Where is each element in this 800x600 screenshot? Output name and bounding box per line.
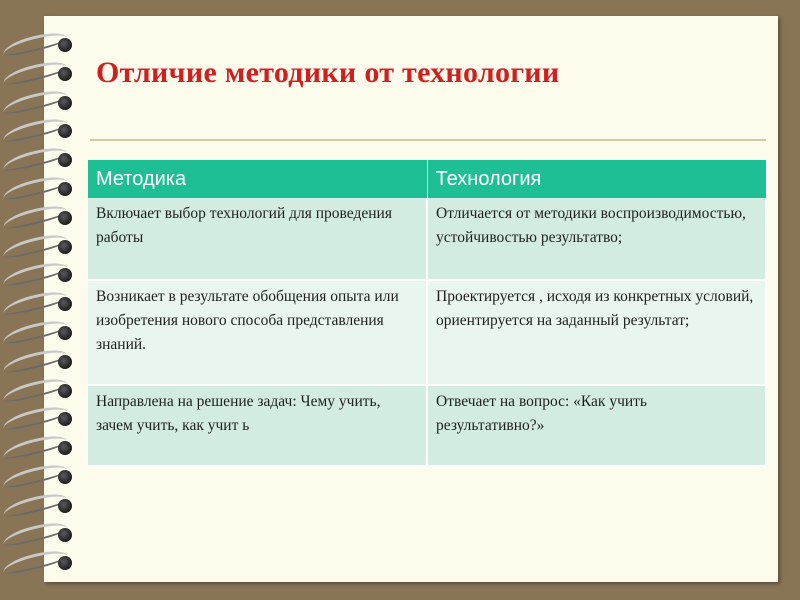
spiral-binding-ring-icon — [0, 149, 80, 171]
table-row — [88, 280, 766, 385]
spiral-binding-ring-icon — [0, 92, 80, 114]
comparison-table — [88, 160, 767, 467]
table-cell: Отличается от методики воспроизводимостью, устойчивостью результатво; — [427, 198, 766, 280]
spiral-binding-ring-icon — [0, 322, 80, 344]
header-cell-methodology: Методика — [88, 160, 427, 198]
spiral-binding-ring-icon — [0, 264, 80, 286]
title-divider — [90, 139, 766, 141]
spiral-binding-ring-icon — [0, 34, 80, 56]
spiral-binding-ring-icon — [0, 552, 80, 574]
table-cell: Направлена на решение задач: Чему учить, зачем учить, как учит ь — [88, 385, 427, 466]
slide-title: Отличие методики от технологии — [96, 56, 560, 89]
table-cell: Проектируется , исходя из конкретных условий, ориентируется на заданный результат; — [427, 280, 766, 385]
spiral-binding-ring-icon — [0, 437, 80, 459]
table-row — [88, 385, 766, 466]
header-cell-technology: Технология — [427, 160, 766, 198]
spiral-binding-ring-icon — [0, 351, 80, 373]
table-row — [88, 198, 766, 280]
spiral-binding-ring-icon — [0, 293, 80, 315]
table-cell: Возникает в результате обобщения опыта или изобретения нового способа представления знаний. — [88, 280, 427, 385]
spiral-binding-ring-icon — [0, 178, 80, 200]
spiral-binding-ring-icon — [0, 63, 80, 85]
spiral-binding-ring-icon — [0, 466, 80, 488]
spiral-binding-ring-icon — [0, 207, 80, 229]
spiral-binding-ring-icon — [0, 524, 80, 546]
spiral-binding-ring-icon — [0, 236, 80, 258]
table-header-row — [88, 160, 766, 198]
spiral-binding-ring-icon — [0, 120, 80, 142]
table-cell: Отвечает на вопрос: «Как учить результативно?» — [427, 385, 766, 466]
spiral-binding-ring-icon — [0, 495, 80, 517]
spiral-binding-ring-icon — [0, 408, 80, 430]
spiral-binding-ring-icon — [0, 380, 80, 402]
table-cell: Включает выбор технологий для проведения работы — [88, 198, 427, 280]
